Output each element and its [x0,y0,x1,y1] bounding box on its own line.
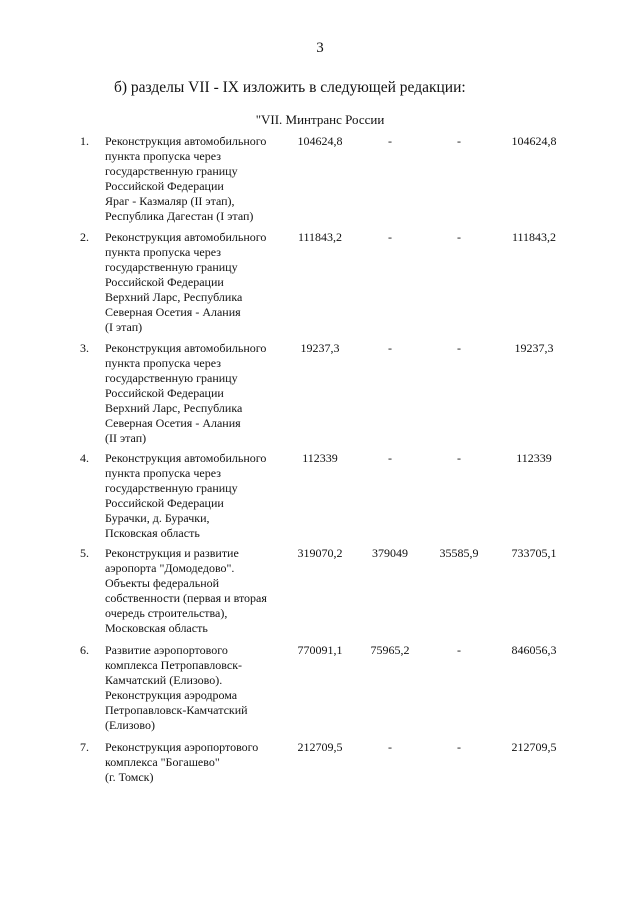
item-total: 104624,8 [511,134,557,148]
item-total: 112339 [516,451,552,465]
item-number: 4. [80,451,89,465]
item-number: 3. [80,341,89,355]
item-value-3: - [457,134,461,148]
item-value-2: 379049 [372,546,408,560]
item-value-3: - [457,740,461,754]
item-value-1: 111843,2 [297,230,343,244]
table-row [0,451,640,546]
item-value-2: - [388,341,392,355]
item-description: Развитие аэропортового комплекса Петропавловск- Камчатский (Елизово). Реконструкция аэродрома Петропавловск-Камчатский (Елизово) [105,643,248,732]
item-total: 212709,5 [511,740,557,754]
item-value-2: 75965,2 [370,643,410,657]
item-value-1: 319070,2 [297,546,343,560]
section-title: "VII. Минтранс России [255,112,385,127]
table-row [0,230,640,341]
item-number: 7. [80,740,89,754]
table-row [0,643,640,740]
item-value-2: - [388,230,392,244]
item-value-1: 112339 [302,451,338,465]
table-row [0,134,640,230]
item-number: 1. [80,134,89,148]
item-value-3: - [457,230,461,244]
page-number: 3 [316,40,324,56]
intro-text: б) разделы VII - IX изложить в следующей редакции: [114,79,466,96]
table-row [0,341,640,451]
item-number: 2. [80,230,89,244]
item-number: 6. [80,643,89,657]
item-value-3: - [457,451,461,465]
item-value-3: 35585,9 [439,546,479,560]
item-value-1: 19237,3 [300,341,340,355]
item-total: 111843,2 [511,230,557,244]
item-total: 733705,1 [511,546,557,560]
item-value-1: 104624,8 [297,134,343,148]
item-total: 846056,3 [511,643,557,657]
item-description: Реконструкция автомобильного пункта пропуска через государственную границу Российской Федерации Верхний Ларс, Республика Северная Осетия - Алания (I этап) [105,230,267,334]
item-total: 19237,3 [514,341,554,355]
item-description: Реконструкция автомобильного пункта пропуска через государственную границу Российской Федерации Яраг - Казмаляр (II этап), Республика Дагестан (I этап) [105,134,267,223]
items-table [0,134,640,790]
item-value-2: - [388,451,392,465]
item-value-1: 212709,5 [297,740,343,754]
item-description: Реконструкция и развитие аэропорта "Домодедово". Объекты федеральной собственности (первая и вторая очередь строительства), Московская область [105,546,267,635]
item-value-1: 770091,1 [297,643,343,657]
item-value-3: - [457,341,461,355]
table-row [0,740,640,790]
item-description: Реконструкция аэропортового комплекса "Богашево" (г. Томск) [105,740,259,784]
table-row [0,546,640,643]
item-number: 5. [80,546,89,560]
item-value-2: - [388,134,392,148]
item-description: Реконструкция автомобильного пункта пропуска через государственную границу Российской Федерации Бурачки, д. Бурачки, Псковская область [105,451,267,540]
item-value-3: - [457,643,461,657]
item-description: Реконструкция автомобильного пункта пропуска через государственную границу Российской Федерации Верхний Ларс, Республика Северная Осетия - Алания (II этап) [105,341,267,445]
item-value-2: - [388,740,392,754]
